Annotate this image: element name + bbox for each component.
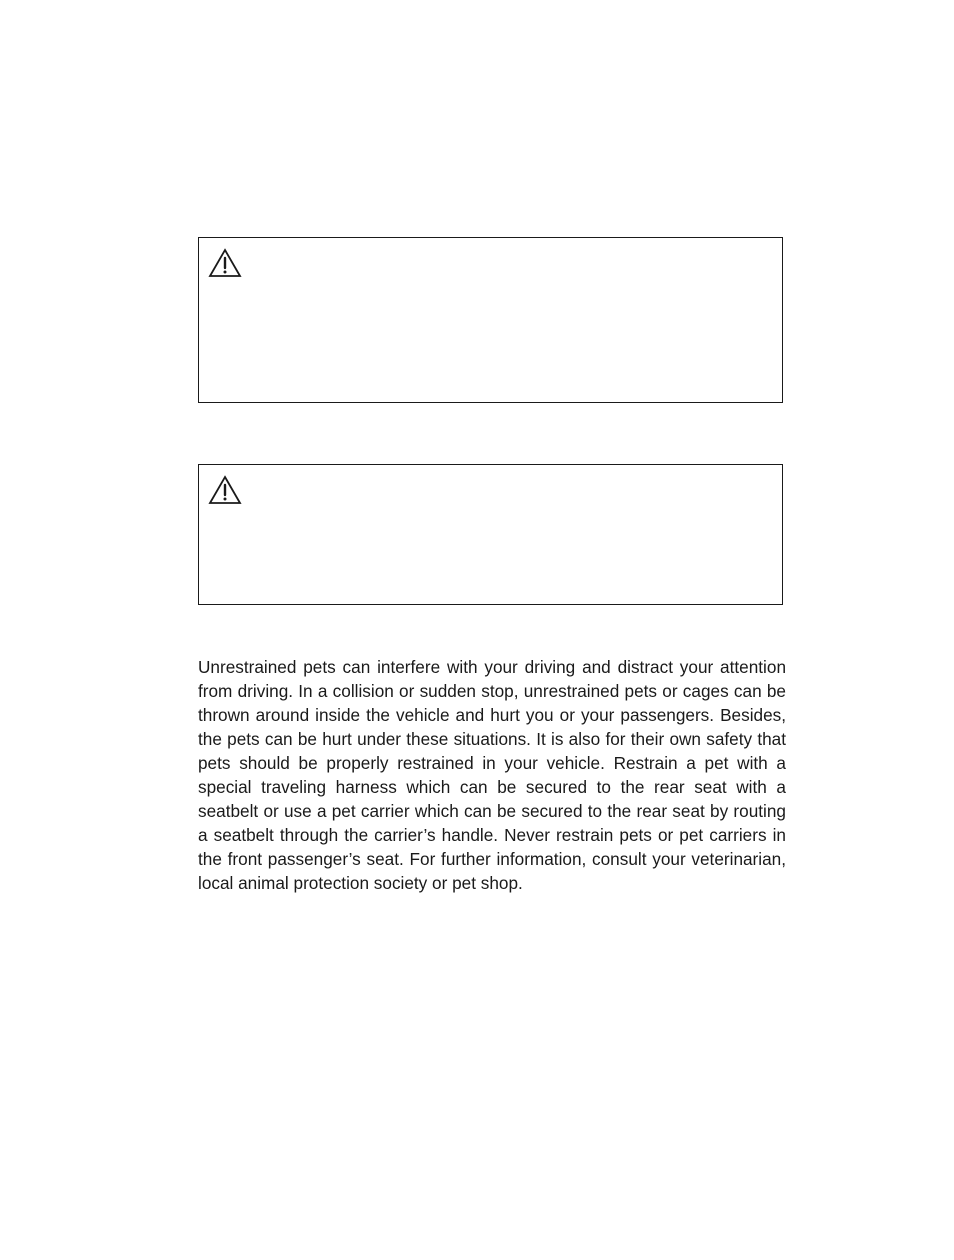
pet-safety-paragraph: Unrestrained pets can interfere with your driving and distract your attention from driving. In a collision or sudden stop, unrestrained pets or cages can be thrown around inside the vehicle and hurt you or your passengers. Besides, the pets can be hurt under these situations. It is also for their own safety that pets should be properly restrained in your vehicle. Restrain a pet with a special traveling harness which can be secured to the rear seat with a seatbelt or use a pet carrier which can be secured to the rear seat by routing a seatbelt through the carrier’s handle. Never restrain pets or pet carriers in the front passenger’s seat. For further information, consult your veterinarian, local animal protection society or pet shop.	[198, 657, 786, 893]
warning-box	[198, 464, 783, 605]
warning-box	[198, 237, 783, 403]
warning-triangle-icon	[208, 475, 242, 505]
warning-triangle-icon	[208, 248, 242, 278]
